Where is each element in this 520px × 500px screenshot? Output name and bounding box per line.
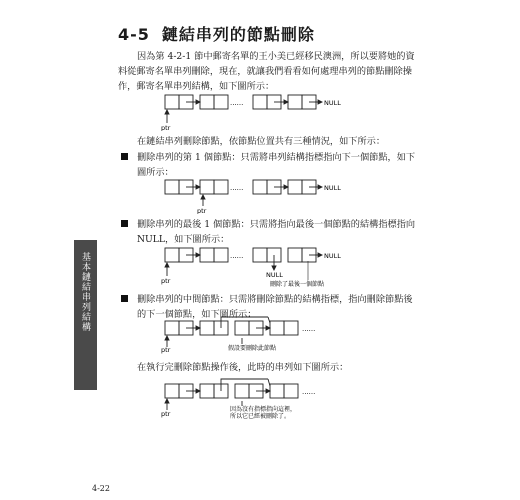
delete-note-line: 所以它已經被刪除了。 [230,413,291,420]
ptr-label: ptr [161,124,171,131]
list-diagram-delete-first [150,178,350,214]
null-label: NULL [324,184,341,192]
section-number: 4-5 [118,25,150,44]
list-diagram-full [150,93,350,131]
bullet-line: 刪除串列的第 1 個節點：只需將串列結構指標指向下一個節點，如下 [137,152,416,163]
page-number: 4-22 [92,484,110,493]
situations-intro: 在鏈結串列刪除節點，依節點位置共有三種情況，如下所示： [137,136,386,147]
bullet-line: 刪除串列的中間節點：只需將刪除節點的結構指標，指向刪除節點後 [137,294,413,305]
section-title: 鏈結串列的節點刪除 [161,25,315,44]
after-line: 在執行完刪除節點操作後，此時的串列如下圖所示： [137,362,349,373]
chapter-side-tab [74,240,97,390]
bullet-square-icon [121,153,128,160]
null-label: NULL [324,99,341,107]
intro-line-1: 因為第 4-2-1 節中郵寄名單的王小美已經移民澳洲，所以要將她的資 [137,51,415,62]
side-tab-label: 基本鏈結串列結構 [80,252,90,332]
bullet-first-node [121,150,415,180]
bullet-line: 的下一個節點，如下圖所示： [137,309,257,320]
ellipsis: ...... [230,184,244,192]
intro-line-2: 料從郵寄名單串列刪除，現在，就讓我們看看如何處理串列的節點刪除操 [118,66,412,77]
list-diagram-delete-middle [150,314,350,354]
bullet-last-node [121,217,415,247]
null-label: NULL [324,252,341,260]
node [165,384,298,398]
pointer-arrows [165,253,322,276]
bullet-line: 圖所示： [137,167,174,178]
list-diagram-result [150,376,350,420]
pointer-arrows [165,100,322,123]
delete-note: 刪除了最後一個節點 [270,281,325,288]
pointer-arrows [165,317,270,347]
ptr-label: ptr [161,346,171,354]
ellipsis: ...... [230,99,244,107]
delete-note-line: 因為沒有指標指向這裡， [230,406,297,413]
ellipsis: ...... [302,388,316,396]
ellipsis: ...... [302,325,316,333]
bullet-line: NULL，如下圖所示： [137,234,230,245]
null-label: NULL [266,271,283,279]
ptr-label: ptr [161,410,171,418]
bullet-square-icon [121,295,128,302]
bullet-line: 刪除串列的最後 1 個節點：只需將指向最後一個節點的結構指標指向 [137,219,416,230]
delete-note: 假設要刪除此節點 [228,345,277,352]
ellipsis: ...... [230,252,244,260]
section-heading [118,22,315,45]
list-diagram-delete-last [150,244,360,290]
node [165,321,298,335]
intro-line-3: 作，郵寄名單串列結構，如下圖所示： [118,81,275,92]
ptr-label: ptr [161,277,171,285]
bullet-square-icon [121,220,128,227]
ptr-label: ptr [197,207,207,214]
